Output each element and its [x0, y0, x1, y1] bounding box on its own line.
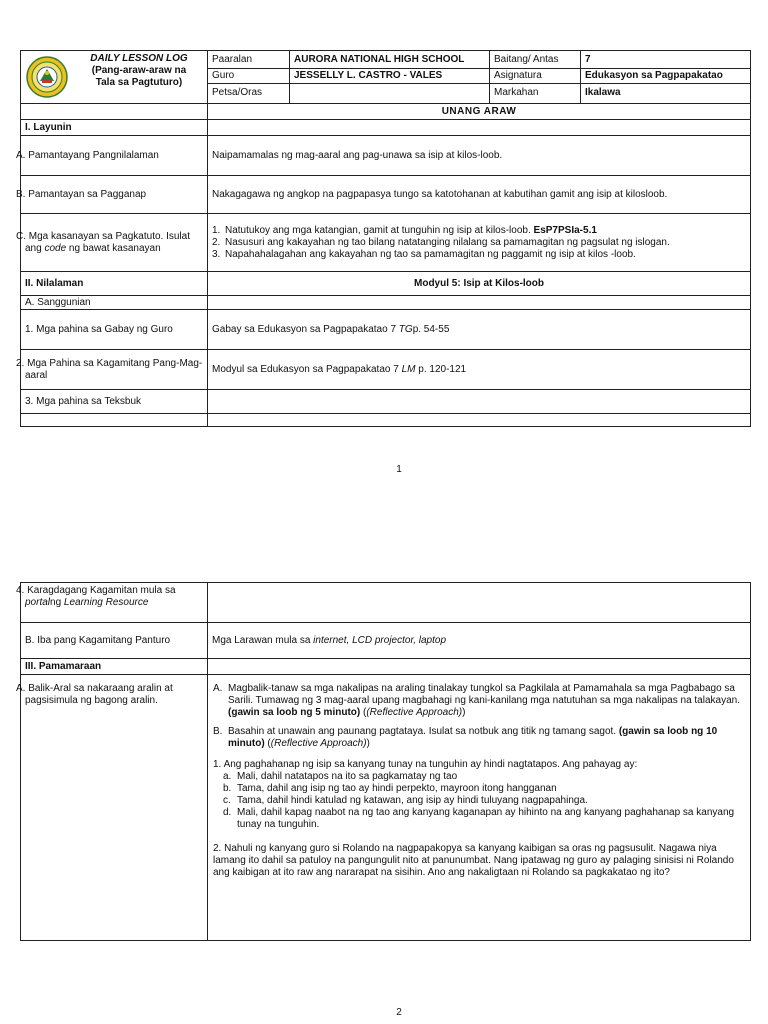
objective-number: 3. [212, 248, 221, 260]
option-text: Mali, dahil kapag naabot na ng tao ang kanyang kaganapan ay hihinto na ang kanyang paghahanap sa kanyang tunay na tunguhin. [237, 807, 735, 830]
karagdagang-label-mid: ng [50, 597, 64, 608]
document-subtitle-2: Tala sa Pagtuturo) [95, 77, 183, 88]
objectives-cell [208, 214, 751, 272]
option-letter: d. [223, 807, 232, 818]
layunin-empty [208, 120, 751, 136]
objective-number: 2. [212, 236, 221, 248]
balik-aral-content [208, 675, 751, 941]
document-title: DAILY LESSON LOG [90, 53, 188, 64]
layunin-heading: I. Layunin [21, 120, 208, 136]
karagdagang-label-resource: Learning Resource [63, 597, 149, 608]
pamamaraan-heading: III. Pamamaraan [21, 659, 208, 675]
paaralan-label: Paaralan [208, 51, 290, 69]
baitang-value: 7 [581, 51, 751, 69]
balik-aral-label: A. Balik-Aral sa nakaraang aralin at pagsisimula ng bagong aralin. [21, 675, 208, 941]
petsa-label: Petsa/Oras [208, 83, 290, 103]
karagdagang-kagamitan-label [16, 583, 208, 623]
question-2: 2. Nahuli ng kanyang guro si Rolando na nagpapakopya sa kanyang kaibigan sa oras ng pagsusulit. Nagawa niya lamang ito dahil sa patuloy na pangungulit nito at panunumbat. Nang ipatawag ng guro ay palaging sinisisi ni Rolando ang kaibigan at ito raw ang nararapat na sisihin. Ano ang nakaligtaan ni Rolando sa pagkakatao ng ito? [213, 843, 734, 878]
lesson-log-table-page1 [16, 50, 751, 427]
sanggunian-label: A. Sanggunian [21, 296, 208, 310]
modul-title: Modyul 5: Isip at Kilos-loob [208, 272, 751, 296]
kasanayan-label [16, 214, 208, 272]
activity-block-b: B. Basahin at unawain ang paunang pagtataya. Isulat sa notbuk ang titik ng tamang sagot. (gawin sa loob ng 10 minuto) ((Reflective Approach)) [213, 726, 718, 749]
karagdagang-kagamitan-value [208, 583, 751, 623]
paaralan-value: AURORA NATIONAL HIGH SCHOOL [290, 51, 490, 69]
gabay-guro-code: TG [398, 323, 413, 335]
page-number: 2 [396, 1007, 402, 1018]
option-letter: b. [223, 783, 232, 794]
guro-value: JESSELLY L. CASTRO - VALES [290, 69, 490, 83]
objective-item [212, 237, 746, 249]
day-spacer [21, 104, 208, 120]
pamamaraan-empty [208, 659, 751, 675]
kagamitang-label: 2. Mga Pahina sa Kagamitang Pang-Mag-aaral [21, 350, 208, 390]
question-1-option [213, 783, 744, 795]
activity-block-a: A. Magbalik-tanaw sa mga nakalipas na araling tinalakay tungkol sa Pagkilala at Pamamahala sa mga Pagbabago sa Sarili. Tumawag ng 3 mag-aaral upang magbahagi ng kani-kanilang mga natutuhan sa mga nakalipas na talakayan. (gawin sa loob ng 5 minuto) ((Reflective Approach)) [213, 683, 740, 718]
question-1-option [213, 807, 744, 831]
activity-letter: A. [213, 683, 223, 694]
page-number: 1 [396, 464, 402, 475]
gabay-guro-text: Gabay sa Edukasyon sa Pagpapakatao 7 [212, 323, 399, 335]
option-text: Tama, dahil ang isip ng tao ay hindi perpekto, mayroon itong hangganan [237, 783, 557, 794]
activity-approach: (Reflective Approach) [366, 707, 463, 718]
teksbuk-label: 3. Mga pahina sa Teksbuk [21, 390, 208, 414]
gabay-guro-pages: p. 54-55 [412, 323, 450, 335]
kasanayan-label-tail: ng bawat kasanayan [66, 242, 161, 254]
document-subtitle-1: (Pang-araw-araw na [91, 65, 187, 76]
objective-text: Nasusuri ang kakayahan ng tao bilang natatanging nilalang sa pamamagitan ng pagsulat ng islogan. [225, 236, 670, 248]
karagdagang-label-text: 4. Karagdagang Kagamitan mula sa [16, 585, 176, 596]
pamantayan-pagganap-label: B. Pamantayan sa Pagganap [21, 176, 208, 214]
empty-row-cell [208, 414, 751, 427]
activity-approach: (Reflective Approach) [270, 738, 367, 749]
option-text: Mali, dahil natatapos na ito sa pagkamatay ng tao [237, 771, 458, 782]
question-1-option [213, 771, 744, 783]
kagamitang-text: Modyul sa Edukasyon sa Pagpapakatao 7 [212, 363, 402, 375]
objective-code: EsP7PSIa-5.1 [533, 224, 597, 236]
gabay-guro-label: 1. Mga pahina sa Gabay ng Guro [21, 310, 208, 350]
kasanayan-label-text: C. Mga kasanayan sa Pagkatuto. Isulat ang [16, 230, 190, 254]
baitang-label: Baitang/ Antas [490, 51, 581, 69]
question-1-option [213, 795, 744, 807]
header-logo-cell [21, 51, 208, 104]
markahan-label: Markahan [490, 83, 581, 103]
markahan-value: Ikalawa [581, 83, 751, 103]
guro-label: Guro [208, 69, 290, 83]
activity-text: Basahin at unawain ang paunang pagtataya. Isulat sa notbuk ang titik ng tamang sagot. [228, 726, 619, 737]
activity-letter: B. [213, 726, 223, 737]
objective-text: Napahahalagahan ang kakayahan ng tao sa pamamagitan ng paggamit ng isip at kilos -loob. [225, 248, 636, 260]
iba-pang-kagamitan-value [208, 623, 751, 659]
pamantayang-pangnilalaman-value: Naipamamalas ng mag-aaral ang pag-unawa sa isip at kilos-loob. [208, 136, 751, 176]
day-heading: UNANG ARAW [208, 104, 751, 120]
activity-time: (gawin sa loob ng 5 minuto) [228, 707, 361, 718]
question-1: 1. Ang paghahanap ng isip sa kanyang tunay na tunguhin ay hindi nagtatapos. Ang pahayag ay: [213, 759, 638, 770]
objective-item [212, 249, 746, 261]
lesson-log-table-page2 [16, 582, 751, 941]
option-text: Tama, dahil hindi katulad ng katawan, ang isip ay hindi tuluyang nagpapahinga. [237, 795, 588, 806]
teksbuk-value [208, 390, 751, 414]
school-seal-icon [26, 56, 68, 98]
objective-item [212, 225, 746, 237]
option-letter: a. [223, 771, 232, 782]
activity-time: (gawin sa loob ng 10 minuto) [228, 726, 718, 749]
asignatura-label: Asignatura [490, 69, 581, 83]
pamantayan-pagganap-value: Nakagagawa ng angkop na pagpapasya tungo sa katotohanan at kabutihan gamit ang isip at kilosloob. [208, 176, 751, 214]
kagamitang-pages: p. 120-121 [415, 363, 467, 375]
iba-pang-kagamitan-items: internet, LCD projector, laptop [313, 634, 447, 646]
activity-text: Magbalik-tanaw sa mga nakalipas na araling tinalakay tungkol sa Pagkilala at Pamamahala sa mga Pagbabago sa Sarili. Tumawag ng 3 mag-aaral upang magbahagi ng kani-kanilang mga natutuhan sa mga nakalipas na talakayan. [228, 683, 740, 706]
karagdagang-label-portal: portal [25, 597, 51, 608]
kagamitang-value [208, 350, 751, 390]
empty-row-cell [21, 414, 208, 427]
gabay-guro-value [208, 310, 751, 350]
objective-text: Natutukoy ang mga katangian, gamit at tunguhin ng isip at kilos-loob. [225, 224, 534, 236]
sanggunian-empty [208, 296, 751, 310]
iba-pang-kagamitan-label: B. Iba pang Kagamitang Panturo [21, 623, 208, 659]
iba-pang-kagamitan-text: Mga Larawan mula sa [212, 634, 314, 646]
kagamitang-code: LM [401, 363, 416, 375]
objective-number: 1. [212, 224, 221, 236]
kasanayan-label-code: code [44, 242, 67, 254]
option-letter: c. [223, 795, 231, 806]
petsa-value [290, 83, 490, 103]
nilalaman-heading: II. Nilalaman [21, 272, 208, 296]
pamantayang-pangnilalaman-label: A. Pamantayang Pangnilalaman [21, 136, 208, 176]
asignatura-value: Edukasyon sa Pagpapakatao [581, 69, 751, 83]
